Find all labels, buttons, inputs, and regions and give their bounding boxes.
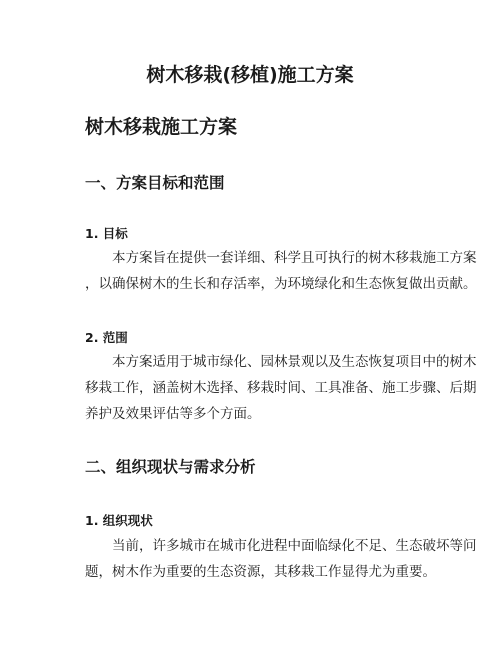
text-line: 移栽工作，涵盖树木选择、移栽时间、工具准备、施工步骤、后期 bbox=[85, 380, 477, 396]
text-line: 题，树木作为重要的生态资源，其移栽工作显得尤为重要。 bbox=[85, 564, 436, 580]
paragraph-goal bbox=[85, 245, 477, 297]
text-line: 本方案旨在提供一套详细、科学且可执行的树木移栽施工方案 bbox=[85, 250, 477, 266]
paragraph-org-status bbox=[85, 533, 477, 585]
subsection-heading-goal: 1. 目标 bbox=[85, 226, 128, 241]
subsection-heading-scope: 2. 范围 bbox=[85, 330, 128, 345]
text-line: 养护及效果评估等多个方面。 bbox=[85, 406, 261, 422]
section-heading-goals-scope: 一、方案目标和范围 bbox=[85, 174, 225, 192]
text-line: ，以确保树木的生长和存活率，为环境绿化和生态恢复做出贡献。 bbox=[85, 276, 477, 292]
text-line: 本方案适用于城市绿化、园林景观以及生态恢复项目中的树木 bbox=[85, 354, 477, 370]
section-heading-status-analysis: 二、组织现状与需求分析 bbox=[85, 458, 256, 476]
document-subtitle: 树木移栽施工方案 bbox=[85, 116, 238, 138]
document-title: 树木移栽(移植)施工方案 bbox=[146, 64, 354, 86]
subsection-heading-org-status: 1. 组织现状 bbox=[85, 513, 153, 528]
text-line: 当前，许多城市在城市化进程中面临绿化不足、生态破坏等问 bbox=[85, 538, 477, 554]
paragraph-scope bbox=[85, 349, 477, 427]
